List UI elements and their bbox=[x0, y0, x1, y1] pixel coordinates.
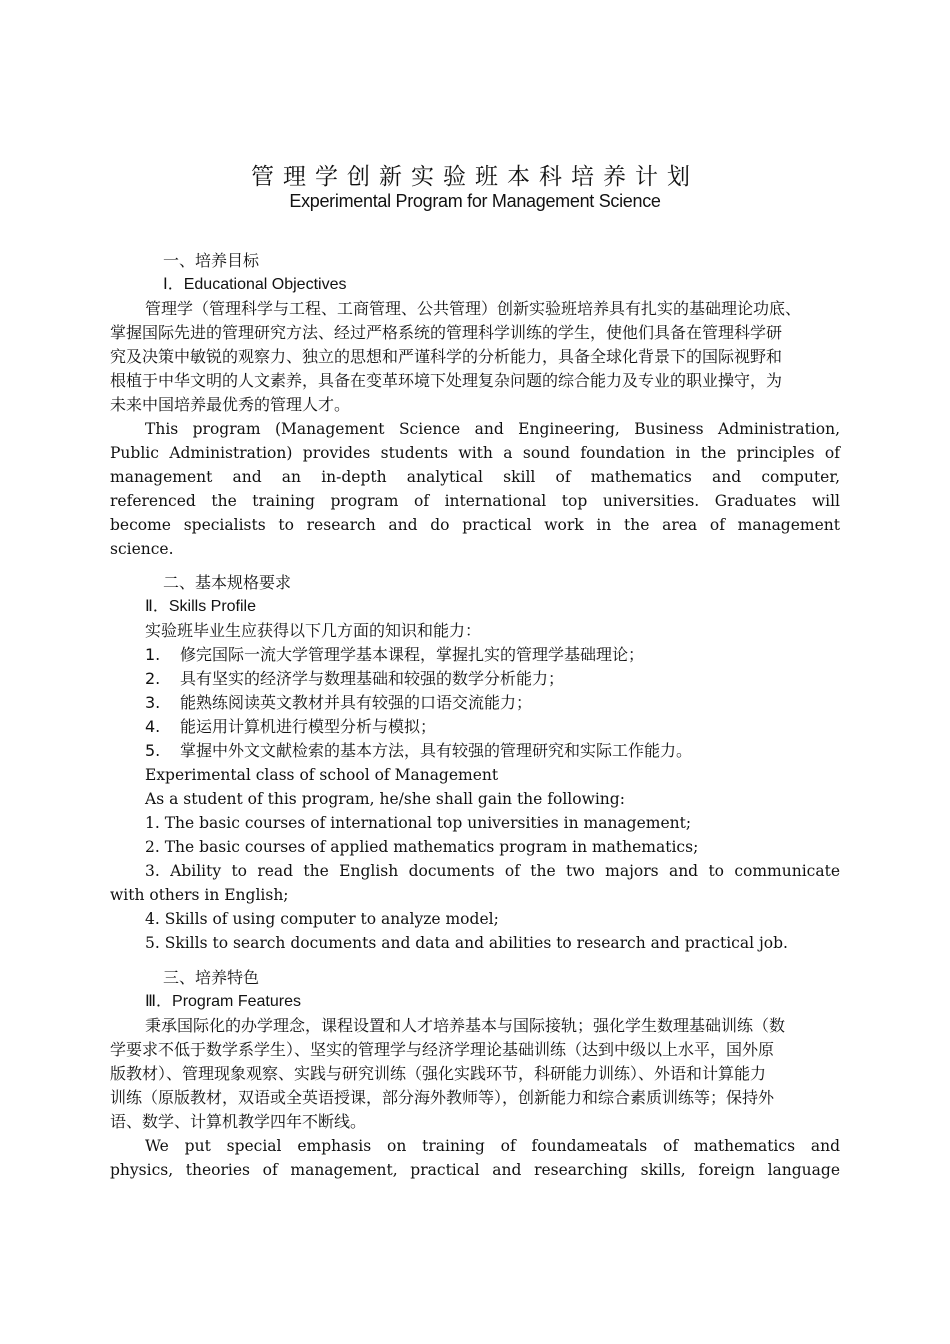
paragraph-line: 学要求不低于数学系学生）、坚实的管理学与经济学理论基础训练（达到中级以上水平，国外原 bbox=[110, 1040, 775, 1059]
document-subtitle: Experimental Program for Management Science bbox=[289, 191, 661, 211]
list-item bbox=[110, 643, 840, 667]
list-item bbox=[110, 739, 840, 763]
section-heading-cn: 二、基本规格要求 bbox=[163, 573, 292, 592]
section-heading-en: Ⅱ．Skills Profile bbox=[145, 598, 257, 615]
paragraph-line: 未来中国培养最优秀的管理人才。 bbox=[110, 395, 351, 414]
section-program-features bbox=[110, 966, 840, 1182]
paragraph-line: 1. The basic courses of international top universities in management; bbox=[145, 814, 692, 832]
paragraph-line: referenced the training program of international top universities. Graduates will bbox=[110, 492, 840, 510]
paragraph-line: 根植于中华文明的人文素养，具备在变革环境下处理复杂问题的综合能力及专业的职业操守，为 bbox=[110, 371, 783, 390]
paragraph-line: 4. Skills of using computer to analyze model; bbox=[145, 910, 499, 928]
paragraph-line: 语、数学、计算机教学四年不断线。 bbox=[110, 1112, 367, 1131]
list-item bbox=[110, 715, 840, 739]
list-number: 1. bbox=[145, 645, 161, 664]
paragraph-line: 秉承国际化的办学理念，课程设置和人才培养基本与国际接轨；强化学生数理基础训练（数 bbox=[145, 1016, 786, 1035]
paragraph-line: Experimental class of school of Management bbox=[145, 766, 499, 784]
paragraph-line: As a student of this program, he/she shall gain the following: bbox=[145, 790, 625, 808]
list-item bbox=[110, 691, 840, 715]
paragraph-line: 版教材）、管理现象观察、实践与研究训练（强化实践环节，科研能力训练）、外语和计算能力 bbox=[110, 1064, 767, 1083]
list-number: 2. bbox=[145, 669, 161, 688]
paragraph-line: science. bbox=[110, 540, 174, 558]
list-text: 能运用计算机进行模型分析与模拟； bbox=[180, 717, 437, 736]
list-item bbox=[110, 667, 840, 691]
list-number: 3. bbox=[145, 693, 161, 712]
paragraph-line: management and an in-depth analytical skill of mathematics and computer, bbox=[110, 468, 840, 486]
paragraph-line: 掌握国际先进的管理研究方法、经过严格系统的管理科学训练的学生，使他们具备在管理科学研 bbox=[110, 323, 783, 342]
paragraph-line: 训练（原版教材，双语或全英语授课，部分海外教师等），创新能力和综合素质训练等；保持外 bbox=[110, 1088, 775, 1107]
paragraph-line: 究及决策中敏锐的观察力、独立的思想和严谨科学的分析能力，具备全球化背景下的国际视野和 bbox=[110, 347, 783, 366]
paragraph-line: 2. The basic courses of applied mathematics program in mathematics; bbox=[145, 838, 699, 856]
list-text: 修完国际一流大学管理学基本课程，掌握扎实的管理学基础理论； bbox=[180, 645, 645, 664]
paragraph-line: Public Administration) provides students with a sound foundation in the principles of bbox=[110, 444, 840, 462]
intro-line: 实验班毕业生应获得以下几方面的知识和能力： bbox=[145, 621, 482, 640]
section-heading-en: Ⅲ．Program Features bbox=[145, 993, 301, 1010]
list-number: 4. bbox=[145, 717, 161, 736]
document-title: 管理学创新实验班本科培养计划 bbox=[251, 164, 699, 190]
section-educational-objectives bbox=[110, 249, 840, 561]
section-heading-cn: 一、培养目标 bbox=[163, 251, 260, 270]
paragraph-line: with others in English; bbox=[110, 886, 289, 904]
paragraph-line: physics, theories of management, practical and researching skills, foreign language bbox=[110, 1161, 840, 1179]
paragraph-line: This program (Management Science and Engineering, Business Administration, bbox=[145, 420, 840, 438]
list-text: 能熟练阅读英文教材并具有较强的口语交流能力； bbox=[180, 693, 533, 712]
list-number: 5. bbox=[145, 741, 161, 760]
paragraph-line: 3. Ability to read the English documents of the two majors and to communicate bbox=[145, 862, 840, 880]
paragraph-line: We put special emphasis on training of foundameatals of mathematics and bbox=[145, 1137, 840, 1155]
section-skills-profile bbox=[110, 571, 840, 955]
paragraph-line: become specialists to research and do practical work in the area of management bbox=[110, 516, 840, 534]
paragraph-line: 5. Skills to search documents and data and abilities to research and practical job. bbox=[145, 934, 788, 952]
paragraph-line: 管理学（管理科学与工程、工商管理、公共管理）创新实验班培养具有扎实的基础理论功底、 bbox=[145, 299, 802, 318]
list-text: 具有坚实的经济学与数理基础和较强的数学分析能力； bbox=[180, 669, 565, 688]
list-text: 掌握中外文文献检索的基本方法，具有较强的管理研究和实际工作能力。 bbox=[180, 741, 693, 760]
section-heading-en: Ⅰ．Educational Objectives bbox=[163, 276, 347, 293]
section-heading-cn: 三、培养特色 bbox=[163, 968, 260, 987]
